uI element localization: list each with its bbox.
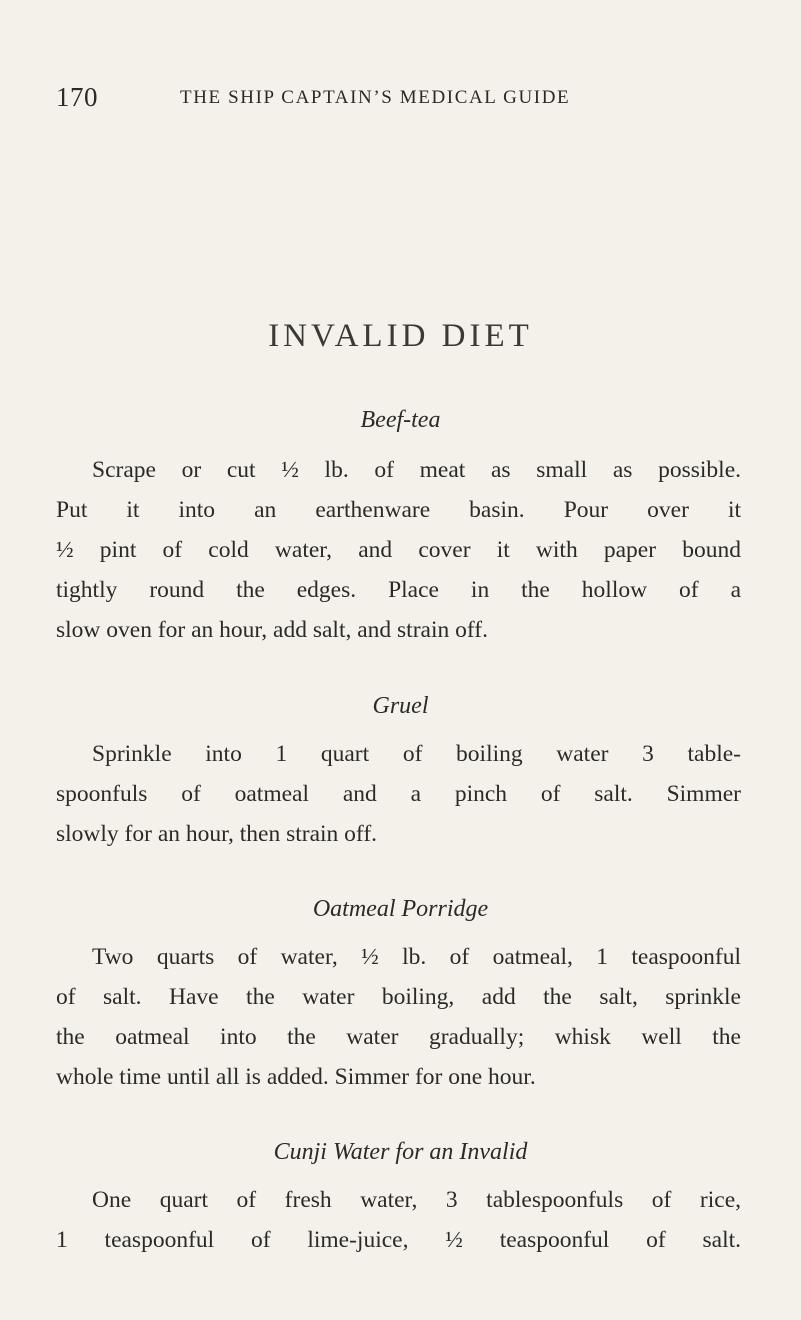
recipe-body-oatmeal-porridge bbox=[56, 937, 741, 1097]
text-line: Sprinkle into 1 quart of boiling water 3 table- bbox=[92, 741, 741, 767]
text-line: of salt. Have the water boiling, add the salt, sprinkle bbox=[56, 984, 741, 1010]
recipe-body-beef-tea bbox=[56, 450, 741, 650]
text-line: ½ pint of cold water, and cover it with paper bound bbox=[56, 537, 741, 563]
text-line: Scrape or cut ½ lb. of meat as small as possible. bbox=[92, 457, 741, 483]
section-title: INVALID DIET bbox=[268, 318, 533, 354]
recipe-body-cunji-water bbox=[56, 1180, 741, 1260]
recipe-heading-beef-tea: Beef-tea bbox=[360, 407, 441, 433]
recipe-body-gruel bbox=[56, 734, 741, 854]
text-line: Put it into an earthenware basin. Pour over it bbox=[56, 497, 741, 523]
text-line: 1 teaspoonful of lime-juice, ½ teaspoonful of salt. bbox=[56, 1227, 741, 1253]
text-line: slowly for an hour, then strain off. bbox=[56, 821, 378, 847]
text-line: tightly round the edges. Place in the hollow of a bbox=[56, 577, 741, 603]
text-line: One quart of fresh water, 3 tablespoonfuls of rice, bbox=[92, 1187, 741, 1213]
recipe-heading-gruel: Gruel bbox=[372, 693, 429, 719]
page-number: 170 bbox=[56, 82, 98, 112]
text-line: Two quarts of water, ½ lb. of oatmeal, 1 teaspoonful bbox=[92, 944, 741, 970]
text-line: the oatmeal into the water gradually; whisk well the bbox=[56, 1024, 741, 1050]
recipe-heading-cunji-water: Cunji Water for an Invalid bbox=[273, 1139, 528, 1165]
running-title: THE SHIP CAPTAIN’S MEDICAL GUIDE bbox=[180, 87, 571, 108]
text-line: spoonfuls of oatmeal and a pinch of salt. Simmer bbox=[56, 781, 741, 807]
running-head bbox=[56, 82, 736, 122]
text-line: whole time until all is added. Simmer for one hour. bbox=[56, 1064, 536, 1090]
text-line: slow oven for an hour, add salt, and strain off. bbox=[56, 617, 488, 643]
recipe-heading-oatmeal-porridge: Oatmeal Porridge bbox=[312, 896, 489, 922]
